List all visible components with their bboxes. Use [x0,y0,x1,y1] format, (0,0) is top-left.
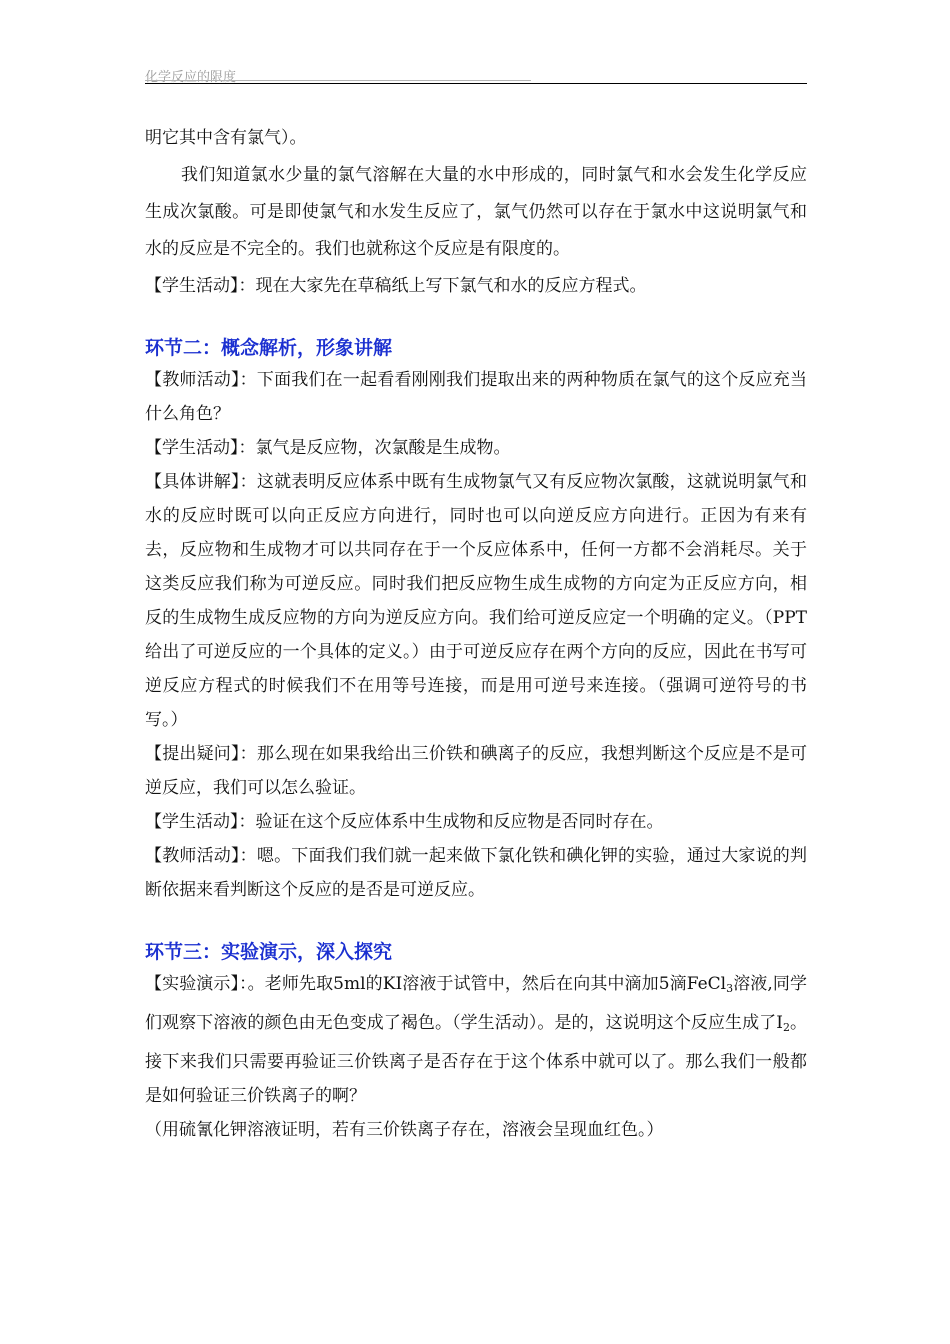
subscript-2: 2 [782,1021,790,1034]
subscript-3: 3 [726,982,734,995]
experiment-text-a: 【实验演示】：。老师先取5ml的KI溶液于试管中，然后在向其中滴加5滴FeCl [145,974,727,994]
header-rule [145,83,807,84]
paragraph-experiment-demo [145,967,807,1113]
experiment-text-b: 溶液,同学们观察下溶液的颜色由无色变成了褐色。（学生活动）。是的，这说明这个反应生成了I [145,974,808,1033]
paragraph-teacher-activity-2: 【教师活动】：嗯。下面我们我们就一起来做下氯化铁和碘化钾的实验，通过大家说的判断依据来看判断这个反应的是否是可逆反应。 [145,846,807,900]
header-rule-thin [145,80,531,81]
document-body [145,120,807,1147]
experiment-text-c: 。接下来我们只需要再验证三价铁离子是否存在于这个体系中就可以了。那么我们一般都是如何验证三价铁离子的啊？ [145,1013,807,1106]
paragraph-kscn-note: （用硫氰化钾溶液证明，若有三价铁离子存在，溶液会呈现血红色。） [145,1120,664,1140]
page-header [145,64,807,86]
header-title: 化学反应的限度 [145,70,237,85]
paragraph-teacher-activity-1: 【教师活动】：下面我们在一起看看刚刚我们提取出来的两种物质在氯气的这个反应充当什么角色？ [145,370,807,424]
section-heading-3: 环节三：实验演示，深入探究 [145,941,393,963]
paragraph-question: 【提出疑问】：那么现在如果我给出三价铁和碘离子的反应，我想判断这个反应是不是可逆反应，我们可以怎么验证。 [145,744,807,798]
paragraph-student-activity-1: 【学生活动】：现在大家先在草稿纸上写下氯气和水的反应方程式。 [145,276,647,296]
paragraph-explanation: 【具体讲解】：这就表明反应体系中既有生成物氯气又有反应物次氯酸，这就说明氯气和水的反应时既可以向正反应方向进行，同时也可以向逆反应方向进行。正因为有来有去，反应物和生成物才可以共同存在于一个反应体系中，任何一方都不会消耗尽。关于这类反应我们称为可逆反应。同时我们把反应物生成生成物的方向定为正反应方向，相反的生成物生成反应物的方向为逆反应方向。我们给可逆反应定一个明确的定义。（PPT给出了可逆反应的一个具体的定义。）由于可逆反应存在两个方向的反应，因此在书写可逆反应方程式的时候我们不在用等号连接，而是用可逆号来连接。（强调可逆符号的书写。） [145,472,807,730]
paragraph-chlorine-water: 我们知道氯水少量的氯气溶解在大量的水中形成的，同时氯气和水会发生化学反应生成次氯酸。可是即使氯气和水发生反应了，氯气仍然可以存在于氯水中这说明氯气和水的反应是不完全的。我们也就称这个反应是有限度的。 [145,165,807,259]
section-heading-2: 环节二：概念解析，形象讲解 [145,337,393,359]
paragraph-continuation: 明它其中含有氯气）。 [145,128,307,148]
paragraph-student-activity-3: 【学生活动】：验证在这个反应体系中生成物和反应物是否同时存在。 [145,812,664,832]
paragraph-student-activity-2: 【学生活动】：氯气是反应物，次氯酸是生成物。 [145,438,511,458]
